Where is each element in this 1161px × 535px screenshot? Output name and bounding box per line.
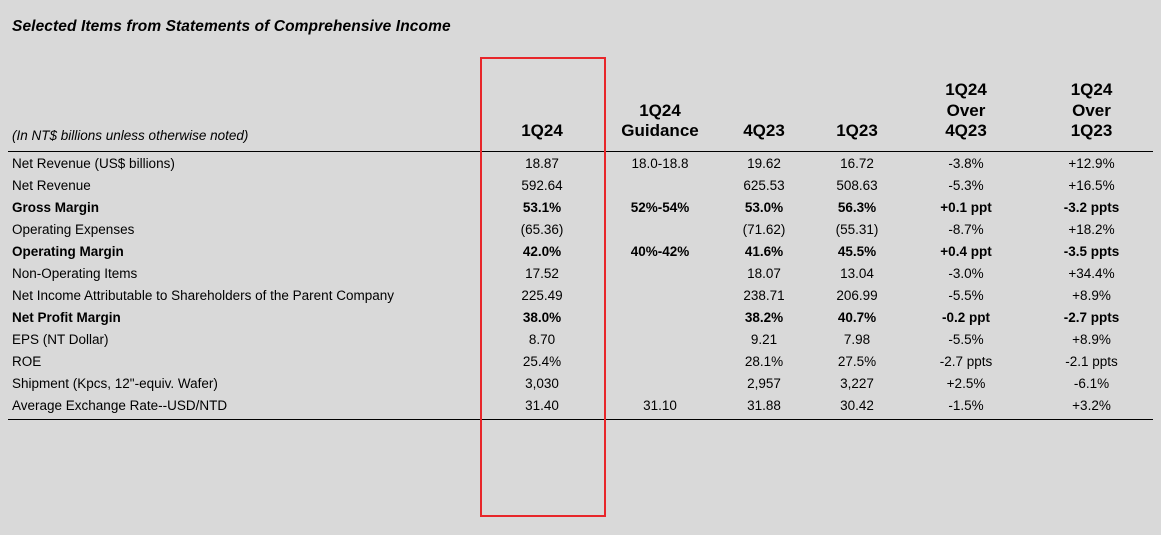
row-label: ROE bbox=[12, 353, 42, 369]
cell-over-1q23: -3.2 ppts bbox=[1063, 199, 1120, 215]
cell-over-4q23: -5.3% bbox=[948, 177, 984, 193]
cell-guidance: 40%-42% bbox=[630, 243, 690, 259]
cell-1q23: 27.5% bbox=[837, 353, 877, 369]
cell-guidance bbox=[604, 306, 716, 328]
cell-over-4q23: -8.7% bbox=[948, 221, 984, 237]
cell-1q24: 225.49 bbox=[521, 287, 563, 303]
table-header-row bbox=[8, 50, 1153, 152]
cell-1q24: 17.52 bbox=[525, 265, 559, 281]
cell-1q24: 31.40 bbox=[480, 394, 604, 419]
cell-1q24: 8.70 bbox=[528, 331, 556, 347]
cell-4q23: 31.88 bbox=[716, 394, 812, 419]
cell-4q23: 38.2% bbox=[744, 309, 784, 325]
column-header-guidance: 1Q24 Guidance bbox=[604, 50, 716, 152]
column-header-1q24-over-1q23: 1Q24 Over 1Q23 bbox=[1030, 50, 1153, 152]
cell-1q23: 56.3% bbox=[837, 199, 877, 215]
cell-4q23: 19.62 bbox=[747, 155, 781, 171]
cell-4q23: 28.1% bbox=[744, 353, 784, 369]
cell-1q23: 40.7% bbox=[837, 309, 877, 325]
cell-1q24: 25.4% bbox=[522, 353, 562, 369]
row-label: Net Income Attributable to Shareholders of the Parent Company bbox=[12, 287, 394, 303]
cell-guidance bbox=[604, 174, 716, 196]
cell-guidance: 18.0-18.8 bbox=[631, 155, 689, 171]
table-row bbox=[8, 328, 1153, 350]
cell-1q23: 7.98 bbox=[843, 331, 871, 347]
cell-over-4q23: +0.1 ppt bbox=[940, 199, 992, 215]
cell-over-1q23: -2.1 ppts bbox=[1065, 353, 1118, 369]
table-header bbox=[8, 50, 1153, 152]
cell-1q23: 206.99 bbox=[836, 287, 878, 303]
row-label: Operating Margin bbox=[12, 243, 124, 259]
row-label: Shipment (Kpcs, 12"-equiv. Wafer) bbox=[12, 375, 218, 391]
cell-1q24: 38.0% bbox=[522, 309, 562, 325]
table-row bbox=[8, 372, 1153, 394]
cell-over-1q23: +8.9% bbox=[1072, 287, 1111, 303]
cell-4q23: (71.62) bbox=[742, 221, 786, 237]
cell-over-1q23: +8.9% bbox=[1072, 331, 1111, 347]
cell-guidance bbox=[604, 284, 716, 306]
cell-4q23: 41.6% bbox=[744, 243, 784, 259]
cell-4q23: 53.0% bbox=[744, 199, 784, 215]
cell-over-4q23: +0.4 ppt bbox=[940, 243, 992, 259]
cell-over-4q23: -3.0% bbox=[948, 265, 984, 281]
page-title: Selected Items from Statements of Comprehensive Income bbox=[12, 18, 451, 35]
cell-over-4q23: -3.8% bbox=[948, 155, 984, 171]
cell-guidance bbox=[604, 262, 716, 284]
cell-over-1q23: +3.2% bbox=[1030, 394, 1153, 419]
row-label: Net Revenue (US$ billions) bbox=[12, 155, 175, 171]
cell-guidance bbox=[604, 218, 716, 240]
cell-over-4q23: +2.5% bbox=[946, 375, 986, 391]
column-header-1q24: 1Q24 bbox=[480, 50, 604, 152]
cell-over-1q23: -6.1% bbox=[1073, 375, 1110, 391]
cell-1q23: 45.5% bbox=[837, 243, 877, 259]
cell-1q23: 16.72 bbox=[840, 155, 874, 171]
table-row bbox=[8, 218, 1153, 240]
cell-1q24: 3,030 bbox=[525, 375, 559, 391]
column-header-1q24-over-4q23: 1Q24 Over 4Q23 bbox=[902, 50, 1030, 152]
table-row bbox=[8, 240, 1153, 262]
cell-guidance bbox=[604, 350, 716, 372]
table-row bbox=[8, 394, 1153, 419]
cell-over-1q23: +18.2% bbox=[1068, 221, 1115, 237]
cell-over-4q23: -1.5% bbox=[902, 394, 1030, 419]
table-row bbox=[8, 196, 1153, 218]
table-row bbox=[8, 306, 1153, 328]
cell-1q24: (65.36) bbox=[520, 221, 564, 237]
cell-guidance bbox=[604, 372, 716, 394]
cell-over-4q23: -5.5% bbox=[948, 287, 984, 303]
cell-over-1q23: -3.5 ppts bbox=[1063, 243, 1120, 259]
cell-4q23: 9.21 bbox=[750, 331, 778, 347]
row-label: Non-Operating Items bbox=[12, 265, 138, 281]
cell-4q23: 238.71 bbox=[743, 287, 785, 303]
cell-over-1q23: +12.9% bbox=[1068, 155, 1115, 171]
unit-note: (In NT$ billions unless otherwise noted) bbox=[8, 50, 480, 152]
row-label: Net Profit Margin bbox=[12, 309, 121, 325]
row-label: Gross Margin bbox=[12, 199, 100, 215]
table-row bbox=[8, 174, 1153, 196]
table-row bbox=[8, 350, 1153, 372]
row-label: Average Exchange Rate--USD/NTD bbox=[8, 394, 480, 419]
cell-1q24: 53.1% bbox=[522, 199, 562, 215]
cell-1q24: 42.0% bbox=[522, 243, 562, 259]
cell-4q23: 2,957 bbox=[747, 375, 781, 391]
cell-over-4q23: -5.5% bbox=[948, 331, 984, 347]
cell-1q24: 18.87 bbox=[525, 155, 559, 171]
column-header-4q23: 4Q23 bbox=[716, 50, 812, 152]
cell-over-1q23: +16.5% bbox=[1068, 177, 1115, 193]
column-header-1q23: 1Q23 bbox=[812, 50, 902, 152]
row-label: EPS (NT Dollar) bbox=[12, 331, 109, 347]
row-label: Operating Expenses bbox=[12, 221, 135, 237]
cell-1q23: 508.63 bbox=[836, 177, 878, 193]
cell-guidance bbox=[604, 328, 716, 350]
cell-guidance: 31.10 bbox=[604, 394, 716, 419]
cell-1q23: 3,227 bbox=[840, 375, 874, 391]
cell-over-1q23: -2.7 ppts bbox=[1063, 309, 1120, 325]
cell-4q23: 18.07 bbox=[747, 265, 781, 281]
financial-table bbox=[8, 50, 1153, 420]
cell-over-1q23: +34.4% bbox=[1068, 265, 1115, 281]
cell-over-4q23: -2.7 ppts bbox=[939, 353, 993, 369]
table-row bbox=[8, 152, 1153, 175]
table-row bbox=[8, 284, 1153, 306]
row-label: Net Revenue bbox=[12, 177, 91, 193]
cell-1q23: 13.04 bbox=[840, 265, 874, 281]
table-body bbox=[8, 152, 1153, 420]
table-row bbox=[8, 262, 1153, 284]
cell-over-4q23: -0.2 ppt bbox=[941, 309, 990, 325]
cell-guidance: 52%-54% bbox=[630, 199, 690, 215]
cell-1q23: 30.42 bbox=[812, 394, 902, 419]
cell-1q23: (55.31) bbox=[835, 221, 879, 237]
cell-1q24: 592.64 bbox=[521, 177, 563, 193]
cell-4q23: 625.53 bbox=[743, 177, 785, 193]
